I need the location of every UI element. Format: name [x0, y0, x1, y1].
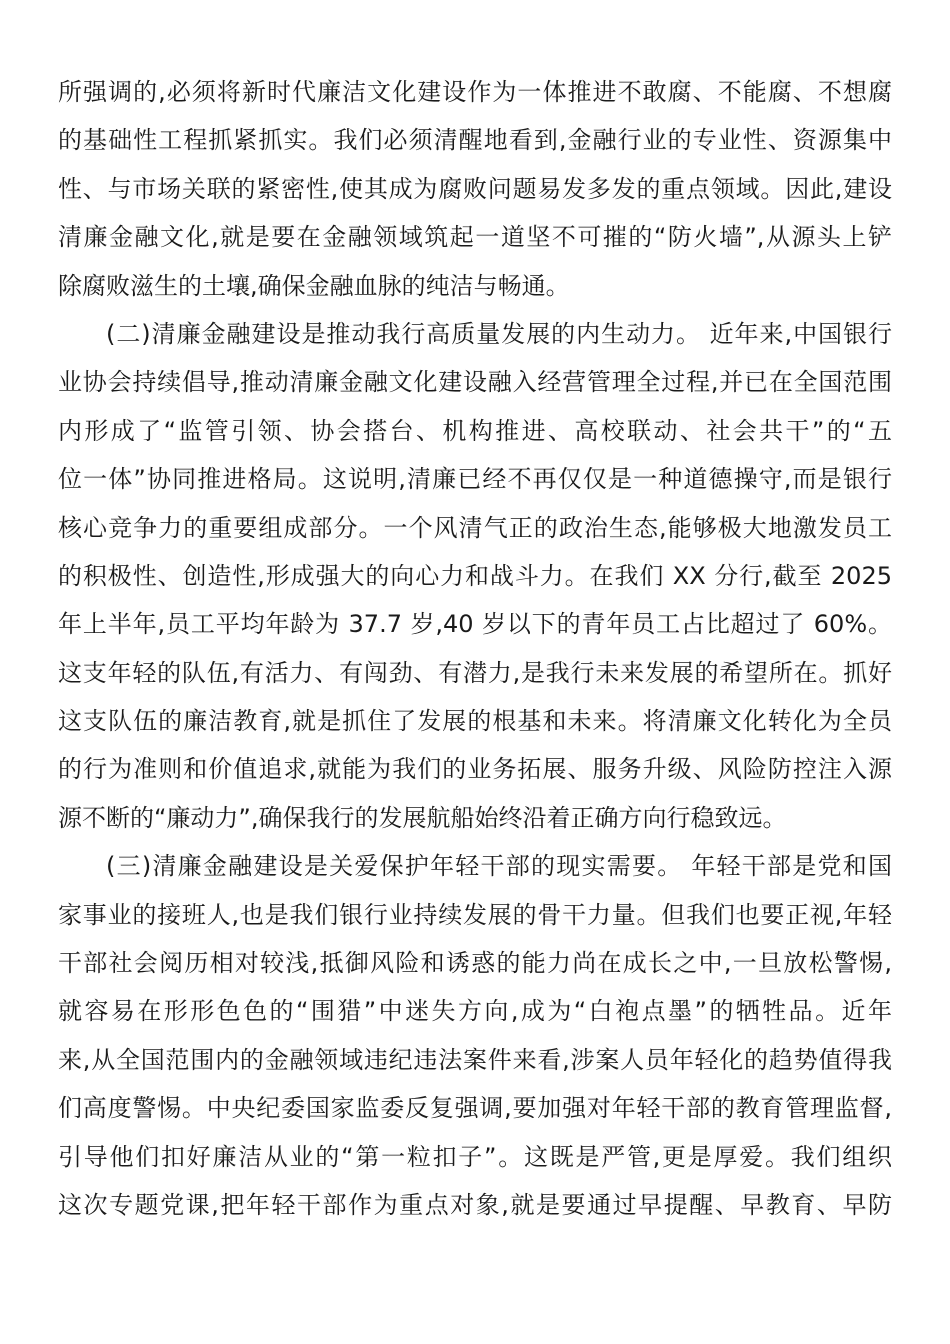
text-line: 就容易在形形色色的“围猎”中迷失方向,成为“白袍点墨”的牺牲品。近年 [58, 997, 892, 1026]
text-line: 这支队伍的廉洁教育,就是抓住了发展的根基和未来。将清廉文化转化为全员 [58, 707, 892, 736]
text-line: 的基础性工程抓紧抓实。我们必须清醒地看到,金融行业的专业性、资源集中 [58, 126, 892, 155]
text-line: 清廉金融文化,就是要在金融领域筑起一道坚不可摧的“防火墙”,从源头上铲 [58, 223, 892, 252]
text-line: 这支年轻的队伍,有活力、有闯劲、有潜力,是我行未来发展的希望所在。抓好 [58, 658, 892, 687]
text-line: 干部社会阅历相对较浅,抵御风险和诱惑的能力尚在成长之中,一旦放松警惕, [58, 949, 892, 978]
section-heading-line: (三)清廉金融建设是关爱保护年轻干部的现实需要。 年轻干部是党和国 [106, 852, 892, 881]
text-line: 业协会持续倡导,推动清廉金融文化建设融入经营管理全过程,并已在全国范围 [58, 368, 892, 397]
text-line: 核心竞争力的重要组成部分。一个风清气正的政治生态,能够极大地激发员工 [58, 513, 892, 542]
text-line: 的积极性、创造性,形成强大的向心力和战斗力。在我们 XX 分行,截至 2025 [58, 561, 892, 590]
text-line: 性、与市场关联的紧密性,使其成为腐败问题易发多发的重点领域。因此,建设 [58, 174, 892, 203]
text-line: 位一体”协同推进格局。这说明,清廉已经不再仅仅是一种道德操守,而是银行 [58, 465, 892, 494]
text-line: 年上半年,员工平均年龄为 37.7 岁,40 岁以下的青年员工占比超过了 60%。 [58, 610, 892, 639]
text-line: 引导他们扣好廉洁从业的“第一粒扣子”。这既是严管,更是厚爱。我们组织 [58, 1142, 892, 1171]
text-line: 内形成了“监管引领、协会搭台、机构推进、高校联动、社会共干”的“五 [58, 416, 892, 445]
text-line: 源不断的“廉动力”,确保我行的发展航船始终沿着正确方向行稳致远。 [58, 803, 787, 832]
text-line: 所强调的,必须将新时代廉洁文化建设作为一体推进不敢腐、不能腐、不想腐 [58, 78, 892, 106]
text-line: 的行为准则和价值追求,就能为我们的业务拓展、服务升级、风险防控注入源 [58, 755, 892, 784]
section-heading-line: (二)清廉金融建设是推动我行高质量发展的内生动力。 近年来,中国银行 [106, 319, 892, 348]
text-line: 们高度警惕。中央纪委国家监委反复强调,要加强对年轻干部的教育管理监督, [58, 1094, 892, 1123]
text-line: 来,从全国范围内的金融领域违纪违法案件来看,涉案人员年轻化的趋势值得我 [58, 1045, 892, 1074]
text-line: 家事业的接班人,也是我们银行业持续发展的骨干力量。但我们也要正视,年轻 [58, 900, 892, 929]
body-text [58, 68, 892, 1229]
text-line: 除腐败滋生的土壤,确保金融血脉的纯洁与畅通。 [58, 271, 570, 300]
text-line: 这次专题党课,把年轻干部作为重点对象,就是要通过早提醒、早教育、早防 [58, 1190, 892, 1219]
